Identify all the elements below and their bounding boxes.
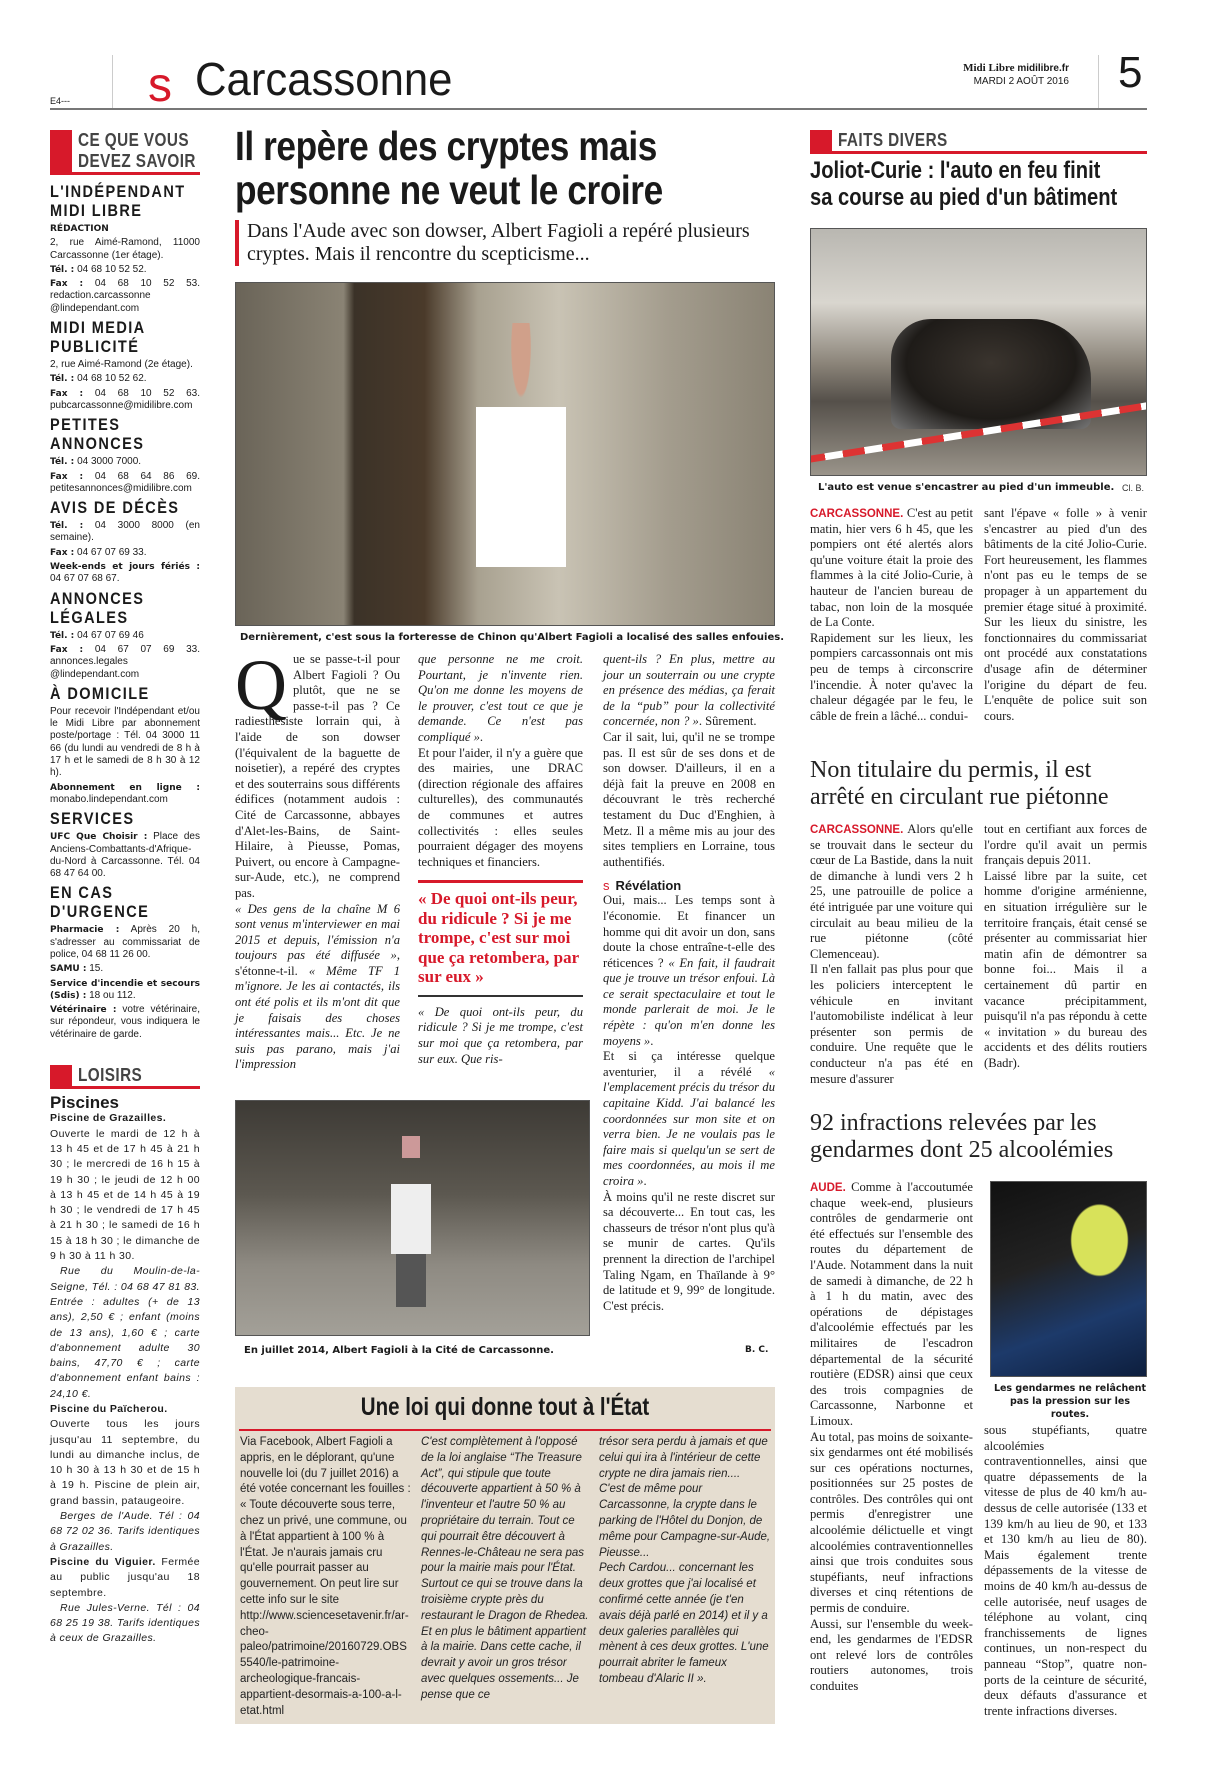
photo-albert-fagioli-chinon [235,282,775,626]
article-paragraph [603,652,775,730]
info-label: Fax : [50,388,84,399]
sidebar-info-item [50,388,200,413]
joliot-column-2: sant l'épave « folle » à venir s'encastrer au pied d'un des bâtiments de la cité Jolio-Curie. Fort heureusement, les flammes n'ont pas eu le temps de se propager à un appartement du premier étage situé à proximité. Sur les lieux du sinistre, les fonctionnaires du commissariat ont procédé aux constatations d'usage afin de déterminer l'origine du départ de feu. L'enquête de police suit son cours. [984,506,1147,723]
box-paragraph: trésor sera perdu à jamais et que celui qui ira à l'intérieur de cette crypte ne dira jamais rien.... [599,1436,768,1480]
info-label: Fax : [50,547,75,558]
sidebar-section-title: MIDI MEDIA PUBLICITÉ [50,319,146,357]
info-label: RÉDACTION [50,224,109,234]
sidebar-info-item [50,706,200,780]
info-text: 18 ou 112. [89,989,136,1001]
sidebar-info-item [50,630,200,642]
box-paragraph: Pech Cardou... concernant les deux grottes que j'ai localisé et confirmé cette année (je t'en avais déjà parlé en 2014) et il y a deux galeries parallèles qui mènent à ces deux grottes. L'une pourrait abriter le fameux tombeau d'Alaric II ». [599,1562,769,1685]
info-label: Vétérinaire : [50,1005,117,1016]
info-text: 04 67 07 68 67. [50,573,120,585]
photo-credit: Cl. B. [1122,483,1145,493]
box-column-3 [599,1435,773,1688]
photo-albert-fagioli-cite [235,1100,590,1336]
box-paragraph: C'est de même pour Carcassonne, la crypte dans le parking de l'Hôtel du Donjon, de même pour Campagne-sur-Aude, Pieusse... [599,1483,771,1559]
sidebar-section-title: L'INDÉPENDANT MIDI LIBRE [50,183,186,220]
permis-column-2: tout en certifiant aux forces de l'ordre qu'il avait un permis français depuis 2011. Laissé libre par la suite, cet homme d'origine arménienne, en situation irrégulière sur le territoire français, était censé se présenter au commissariat hier matin afin de démontrer sa bonne foi... Mais il a certainement dû partir en vacance précipitamment, puisqu'il n'a pas répondu à cette « invitation » du bureau des accidents et des délits routiers (Badr). [984,822,1147,1070]
header-divider [112,55,113,108]
photo-burnt-car [810,228,1147,476]
photo2-caption: En juillet 2014, Albert Fagioli à la Cité de Carcassonne. [244,1345,554,1356]
text-run: que personne ne me croit. Pourtant, je n'invente rien. Qu'on me donne les moyens de le prouver, c'est tout ce que je demande. Ce n'est pas compliqué » [418,652,583,744]
main-deck: Dans l'Aude avec son dowser, Albert Fagioli a repéré plusieurs cryptes. Mais il rencontre du scepticisme... [235,220,780,266]
permis-column-1: CARCASSONNE. Alors qu'elle se trouvait dans le secteur du cœur de La Bastide, dans la nuit de dimanche à lundi vers 2 h 25, une patrouille de police a été intriguée par une voiture qui circulait au beau milieu de la rue piétonne (côté Clemenceau). Il n'en fallait pas plus pour que les policiers interceptent le véhicule en invitant l'automobiliste indélicat à leur présenter son permis de conduire. Une requête que le conducteur n'a pas été en mesure d'assurer [810,822,973,1086]
sidebar-info-item [50,1004,200,1041]
box-paragraph: Via Facebook, Albert Fagioli a appris, en le déplorant, qu'une nouvelle loi (du 7 juillet 2016) a été votée concernant les fouilles : « Toute découverte sous terre, chez un privé, une commune, ou à l'État appartient à 100 % à l'État. Je n'aurais jamais cru qu'elle pourrait passer au gouvernement. On peut lire sur cette info sur le site http://www.sciencesetavenir.fr/ar-cheo-paleo/patrimoine/20160729.OBS5540/le-patrimoine-archeologique-francais-appartient-desormais-a-100-a-l-etat.html [240,1436,411,1717]
info-label: Tél. : [50,521,84,532]
text-run: . [643,1174,647,1188]
info-text: monabo.lindependant.com [50,793,168,805]
info-text: 15. [89,963,104,975]
masthead-site: midilibre.fr [1017,63,1069,74]
box-column-2 [421,1435,593,1704]
info-label: Pharmacie : [50,925,120,936]
author-signature: B. C. [745,1345,769,1355]
article-paragraph [603,1190,775,1315]
text-run: « De quoi ont-ils peur, du ridicule ? Si je me trompe, c'est sur moi que ça retombera, par sur eux. Que ris- [418,1004,583,1066]
infractions-column-2: sous stupéfiants, quatre alcoolémies contraventionnelles, ainsi que quatre dépassements de la vitesse de plus de 40 km/h au-dessus de celle autorisée (133 et 139 km/h au lieu de 90, et 133 et 130 km/h au lieu de 80). Mais également trente dépassements de la vitesse de moins de 40 km/h au-dessus de celle autorisée, neuf usages de téléphone au volant, cinq franchissements de lignes continues, un non-respect du panneau “Stop”, quatre non-ports de la ceinture de sécurité, deux défauts d'assurance et trente infractions diverses. [984,1423,1147,1718]
piscine-paragraph: Ouverte le mardi de 12 h à 13 h 45 et de 17 h 45 à 21 h 30 ; le mercredi de 16 h 15 à 19 h 30 ; le jeudi de 12 h 00 à 13 h 45 et de 14 h 45 à 19 h 30 ; le vendredi de 17 h 45 à 21 h 30 ; le samedi de 16 h 15 à 18 h 30 ; le dimanche de 9 h 30 à 11 h 30. [50,1127,200,1263]
photo1-caption: Dernièrement, c'est sous la forteresse de Chinon qu'Albert Fagioli a localisé des salles enfouies. [240,632,784,643]
text-run: « Même TF 1 m'ignore. Je les ai contactés, ils ont été polis et ils m'ont dit que je faisais des choses intéressantes mais... Etc. Je ne suis pas parano, mais j'ai l'impression [235,963,400,1072]
info-label: Tél. : [50,374,75,385]
headline-joliot-curie: Joliot-Curie : l'auto en feu finit sa course au pied d'un bâtiment [810,157,1118,211]
header-rule [50,108,1147,110]
masthead-name: Midi Libre [963,62,1015,74]
info-label: Service d'incendie et secours (Sdis) : [50,978,200,1001]
info-text: 04 68 10 52 52. [77,263,147,275]
info-label: Abonnement en ligne : [50,782,200,793]
masthead [963,62,1069,87]
info-sidebar [50,130,200,1647]
article-paragraph [418,652,583,746]
article-paragraph [603,730,775,870]
infractions-column-1: AUDE. Comme à l'accoutumée chaque week-end, plusieurs contrôles de gendarmerie ont été effectués sur l'ensemble des routes du département de l'Aude. Notamment dans la nuit de samedi à dimanche, de 22 h à 1 h du matin, avec des opérations de dépistages d'alcoolémie effectués par les militaires de l'escadron départemental de la sécurité routière (EDSR) ainsi que ceux des trois compagnies de Carcassonne, Narbonne et Limoux. Au total, pas moins de soixante-six gendarmes ont été mobilisés sur ces opérations nocturnes, positionnées sur 25 postes de contrôles. Des contrôles qui ont permis d'enregistrer une alcoolémie délictuelle et vingt alcoolémies contraventionnelles ainsi que trois conduites sous stupéfiants, neuf infractions diverses et cinq rétentions de permis de conduire. Aussi, sur l'ensemble du week-end, les gendarmes de l'EDSR ont relevé lors de contrôles routiers autonomes, trois conduites [810,1180,973,1693]
text-run: ue se passe-t-il pour Albert Fagioli ? Ou plutôt, que ne se passe-t-il pas ? Ce radiesthésiste lorrain qui, à l'aide de son dowser (l'équivalent de la baguette de noisetier), a repéré des cryptes et des souterrains sous différents édifices (notamment audois : Cité de Carcassonne, abbayes d'Alet-les-Bains, de Saint-Hilaire, à Pieusse, Pomas, Puivert, ou encore à Campagne-sur-Aude, etc.), ne comprend pas. [235,652,400,900]
loisirs-section [50,1065,200,1647]
info-text: 04 67 07 69 33. annonces.legales @lindependant.com [50,643,201,680]
page-number: 5 [1118,48,1143,97]
sidebar-info-item [50,223,200,235]
article-paragraph [235,902,400,1074]
loisirs-title: Piscines [50,1093,119,1113]
article-column-1 [235,645,400,1073]
sidebar-info-item [50,359,200,371]
info-text: Pour recevoir l'Indépendant et/ou le Midi Libre par abonnement poste/portage : Tél. 04 3000 11 66 (du lundi au vendredi de 8 h à 17 h et le samedi de 8 h 30 à 12 h). [50,705,200,779]
text-run: . [650,1033,654,1048]
info-text: 04 68 64 86 69. petitesannonces@midilibre.com [50,470,201,494]
edition-code: E4--- [50,96,70,106]
headline-permis: Non titulaire du permis, il est arrêté en circulant rue piétonne [810,757,1109,810]
loisirs-kicker: LOISIRS [50,1065,200,1089]
text-run: Et si ça intéresse quelque aventurier, il a révélé [603,1049,775,1079]
box-paragraph: C'est complètement à l'opposé de la loi anglaise “The Treasure Act”, qui stipule que toute découverte appartient à 50 % à l'inventeur et l'autre 50 % au propriétaire du terrain. Tout ce qui pourrait être découvert à Rennes-le-Château ne sera pas pour la mairie mais pour l'État. Surtout ce qui se trouve dans la troisième crypte près du restaurant le Dragon de Rhedea. Et en plus le bâtiment appartient à la mairie. Dans cette cache, il devrait y avoir un gros trésor avec quelques ossements... Je pense que ce [421,1436,589,1701]
sidebar-section-title: PETITES ANNONCES [50,416,145,454]
info-text: 04 3000 8000 (en semaine). [50,520,200,544]
sidebar-info-item [50,471,200,496]
sidebar-section-title: SERVICES [50,810,135,829]
piscine-paragraph: Ouverte tous les jours jusqu'au 11 septembre, du lundi au dimanche inclus, de 10 h 30 à 13 h 30 et de 15 h à 19 h. Piscine de plein air, grand bassin, pataugeoire. [50,1418,200,1507]
drop-cap: Q [235,645,287,725]
article-paragraph [603,893,775,1049]
section-mark: s [148,59,172,112]
info-text: Place des Anciens-Combattants-d'Afrique-du-Nord à Carcassonne. Tél. 04 68 47 64 00. [50,831,200,880]
article-column-3 [603,652,775,1314]
photo3-caption: L'auto est venue s'encastrer au pied d'un immeuble. [818,482,1115,493]
sidebar-info-item [50,924,200,961]
text-run: . [479,729,484,744]
piscine-paragraph: Berges de l'Aude. Tél : 04 68 72 02 36. Tarifs identiques à Grazailles. [50,1510,200,1553]
sidebar-section-title: À DOMICILE [50,684,150,703]
info-text: 04 67 07 69 33. [77,546,147,558]
box-title: Une loi qui donne tout à l'État [360,1393,650,1421]
text-run: Car il sait, lui, qu'il ne se trompe pas. Il est sûr de ses dons et de son dowser. D'ailleurs, il en a déjà fait la preuve en 2008 en découvrant le très recherché testament du Duc d'Enghien, à Metz. Il a même mis au jour des sites templiers en Lorraine, tous authentifiés. [603,729,775,869]
sidebar-info-item [50,373,200,385]
info-text: 04 67 07 69 46 [77,629,144,641]
sidebar-info-item [50,456,200,468]
info-text: 2, rue Aimé-Ramond, 11000 Carcassonne (1er étage). [50,237,200,261]
issue-date: MARDI 2 AOÛT 2016 [973,76,1069,87]
text-run: Oui, mais... Les temps sont à l'économie. Et financer un homme qui dit avoir un don, sans doute la chose entraîne-t-elle des réticences ? [603,893,775,970]
text-run: À moins qu'il ne reste discret sur sa découverte... En tout cas, les chasseurs de trésor n'ont plus qu'à se munir de cartes. Qu'ils prennent la direction de l'archipel Taling Ngam, en Thaïlande à 9° de latitude et 9, 99° de longitude. C'est précis. [603,1189,775,1313]
info-text: votre vétérinaire, sur répondeur, vous indiquera le vétérinaire de garde. [50,1004,200,1040]
info-label: Tél. : [50,630,75,641]
text-run: « En fait, il faudrait que je trouve un trésor enfoui. Là ce serait spectaculaire et tout le monde parlerait de moi. Je le répète : qu'on m'en donne les moyens » [603,955,776,1048]
info-text: Après 20 h, s'adresser au commissariat de police, 04 68 11 26 00. [50,924,200,960]
main-headline: Il repère des cryptes mais personne ne veut le croire [235,123,663,213]
sidebar-info-item [50,264,200,276]
photo4-caption: Les gendarmes ne relâchent pas la pression sur les routes. [993,1383,1147,1420]
sidebar-info-item [50,644,200,681]
box-column-1 [240,1435,412,1719]
sidebar-info-item [50,237,200,262]
text-run: quent-ils ? En plus, mettre au jour un souterrain ou une crypte en présence des médias, ça ferait de la “pub” pour la collectivité concernée, non ? » [603,652,775,729]
section-title: Carcassonne [195,53,453,105]
info-text: 2, rue Aimé-Ramond (2e étage). [50,359,193,371]
sidebar-info-item [50,520,200,545]
info-text: 04 68 10 52 62. [77,373,147,385]
pull-quote: « De quoi ont-ils peur, du ridicule ? Si je me trompe, c'est sur moi que ça retombera, par sur eux » [418,880,583,997]
box-rule [239,1429,771,1431]
info-label: Fax : [50,279,84,290]
photo-gendarme-control [990,1181,1147,1377]
text-run: Et pour l'aider, il n'y a guère que des mairies, une DRAC (direction régionale des affaires culturelles), des communautés de communes et autres collectivités : elles seules pourraient dégager des moyens techniques et financiers. [418,745,583,869]
piscine-paragraph: Piscine de Grazailles. [50,1112,167,1125]
info-label: Week-ends et jours fériés : [50,562,200,573]
headline-infractions: 92 infractions relevées par les gendarmes dont 25 alcoolémies [810,1110,1114,1163]
header-divider [1098,55,1099,108]
joliot-column-1: CARCASSONNE. C'est au petit matin, hier vers 6 h 45, que les pompiers ont été alertés alors qu'une voiture était la proie des flammes à la cité Jolio-Curie, à hauteur de l'ancien bureau de tabac, non loin de la mosquée de La Conte. Rapidement sur les lieux, les pompiers carcassonnais ont mis peu de temps à circonscrire l'incendie. À noter qu'avec la chaleur dégagée par le feu, le câble de frein a lâché... condui- [810,506,973,723]
info-label: SAMU : [50,964,87,975]
info-label: Fax : [50,644,84,655]
sidebar-sections [50,183,200,1041]
text-run: « l'emplacement précis du trésor du capitaine Kidd. J'ai balancé les coordonnées sur mon site et on verra bien. Je ne voulais pas le faire mais si quelqu'un se sert de mes coordonnées, au mois il me croira » [603,1064,775,1188]
info-text: 04 3000 7000. [77,456,142,468]
info-label: Tél. : [50,457,75,468]
sidebar-info-item [50,963,200,975]
text-run: « Des gens de la chaîne M 6 sont venus m'interviewer en mai 2015 et depuis, l'émission n'a toujours pas été diffusée » [235,901,400,963]
sidebar-info-item [50,978,200,1003]
piscines-list [50,1111,200,1646]
sidebar-section-title: EN CAS D'URGENCE [50,884,150,922]
info-text: 04 68 10 52 63. pubcarcassonne@midilibre.com [50,387,201,411]
sidebar-box-loi [235,1387,775,1724]
info-label: Tél. : [50,264,75,275]
sidebar-section-title: AVIS DE DÉCÈS [50,499,180,518]
article-paragraph [418,1005,583,1067]
piscine-paragraph: Piscine du Viguier. Fermée au public jusqu'au 18 septembre. [50,1555,200,1599]
article-paragraph [603,1049,775,1189]
faits-divers-kicker: FAITS DIVERS [810,130,1147,154]
article-column-2 [418,652,583,1067]
text-run: , s'étonne-t-il. [235,948,400,978]
sidebar-kicker: CE QUE VOUS DEVEZ SAVOIR [50,130,200,175]
sidebar-section-title: ANNONCES LÉGALES [50,589,145,627]
sidebar-info-item [50,831,200,880]
info-text: 04 68 10 52 53. redaction.carcassonne @lindependant.com [50,278,201,314]
text-run: . Sûrement. [698,714,757,729]
article-paragraph [418,746,583,871]
sidebar-info-item [50,561,200,586]
subheading: s Révélation [603,878,682,894]
sidebar-info-item [50,278,200,315]
sidebar-info-item [50,547,200,559]
info-label: UFC Que Choisir : [50,832,148,843]
piscine-paragraph: Piscine du Païcherou. [50,1403,168,1415]
piscine-paragraph: Rue Jules-Verne. Tél : 04 68 25 19 38. Tarifs identiques à ceux de Grazailles. [50,1601,200,1645]
sidebar-info-item [50,782,200,807]
piscine-paragraph: Rue du Moulin-de-la-Seigne, Tél. : 04 68 47 81 83. Entrée : adultes (+ de 13 ans), 2,50 € ; enfant (moins de 13 ans), 1,60 € ; carte d'abonnement adulte 30 bains, 47,70 € ; carte d'abonnement enfant bains : 24,10 €. [50,1265,200,1400]
info-label: Fax : [50,471,84,482]
